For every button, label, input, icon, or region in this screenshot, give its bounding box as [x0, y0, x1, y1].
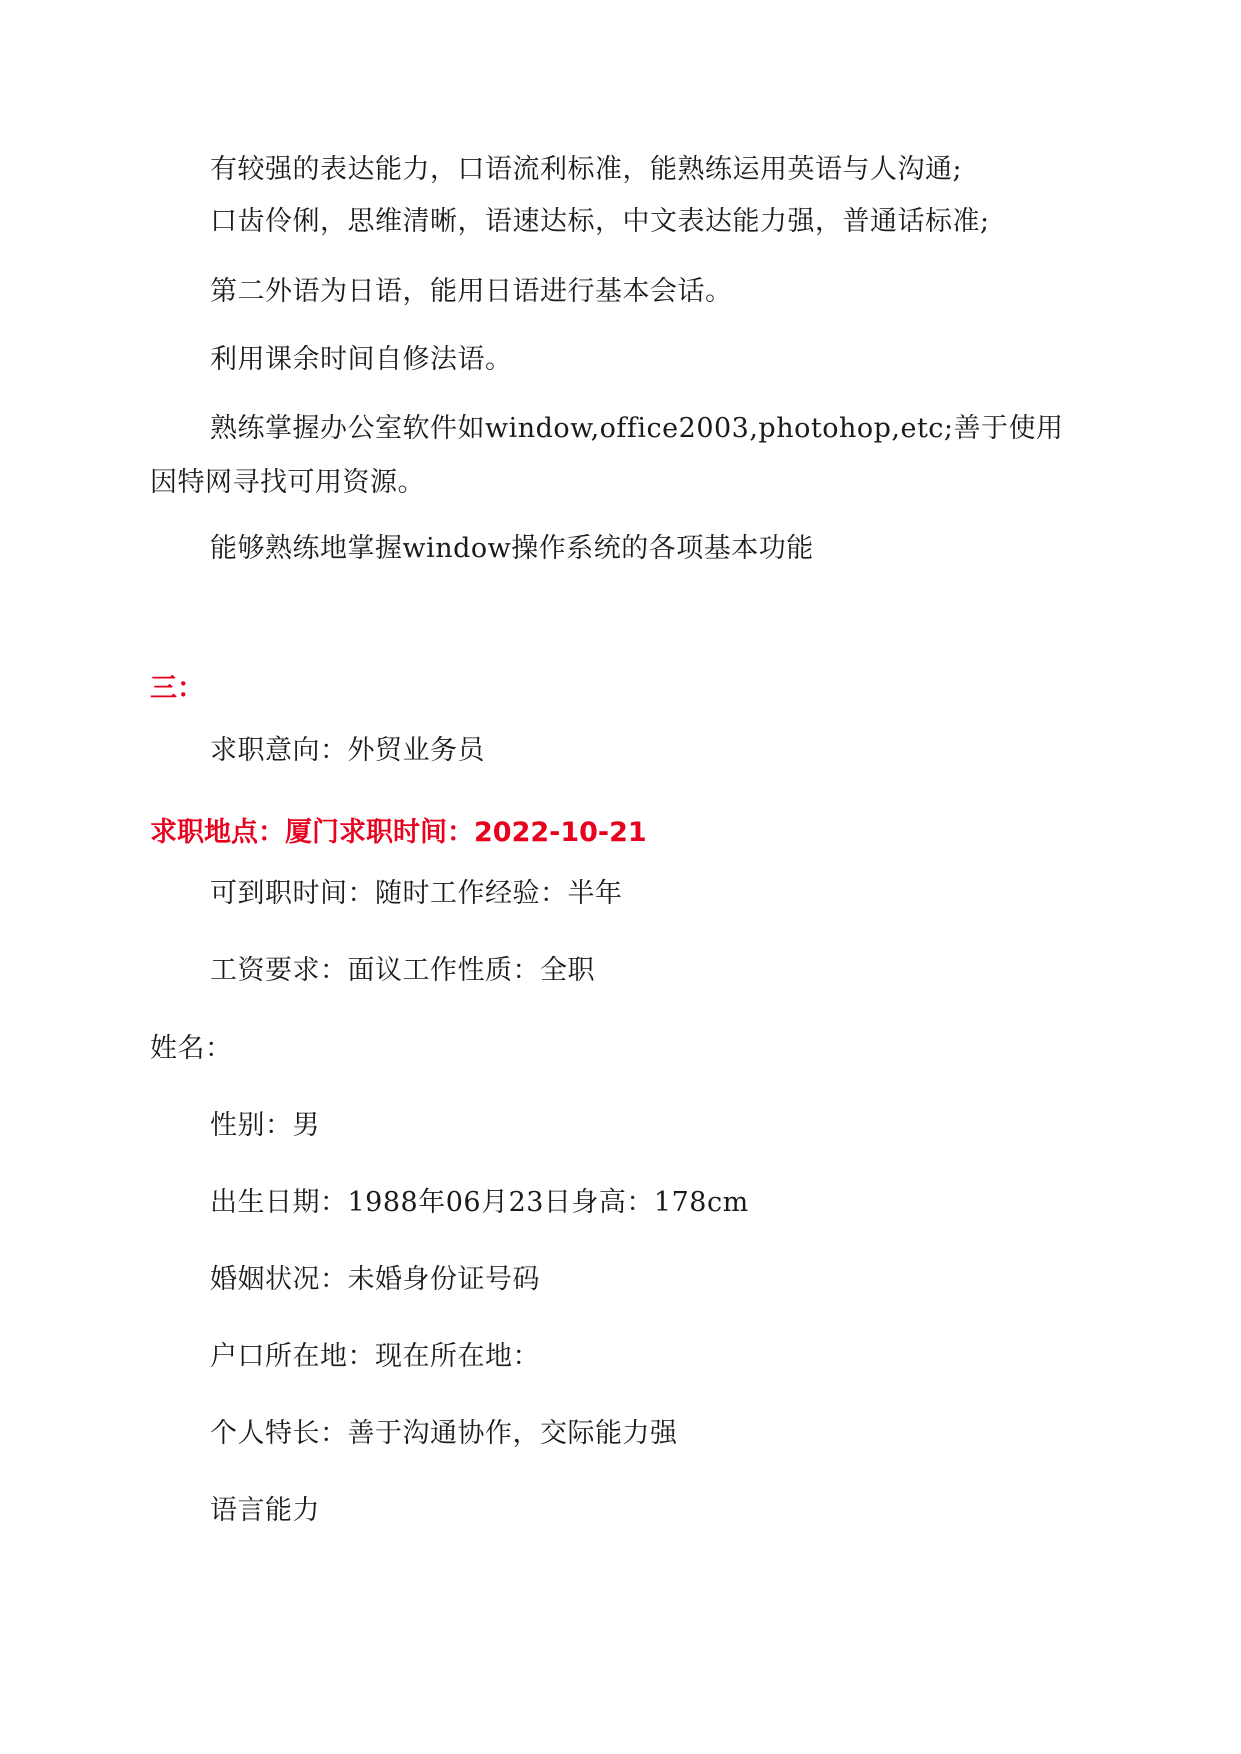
detail-available-time: 可到职时间：随时工作经验：半年 [210, 878, 623, 909]
detail-name: 姓名： [150, 1033, 233, 1064]
detail-specialty: 个人特长：善于沟通协作，交际能力强 [210, 1418, 678, 1449]
detail-salary: 工资要求：面议工作性质：全职 [210, 955, 595, 986]
paragraph-office-software: 熟练掌握办公室软件如window,office2003,photohop,etc;善于使用因特网寻找可用资源。 [150, 413, 1064, 498]
location-time-heading: 求职地点：厦门求职时间：2022-10-21 [150, 817, 647, 848]
job-intention: 求职意向：外贸业务员 [210, 735, 485, 766]
detail-language-ability: 语言能力 [210, 1495, 320, 1526]
paragraph-second-language: 第二外语为日语，能用日语进行基本会话。 [210, 276, 733, 307]
paragraph-expression-ability: 有较强的表达能力，口语流利标准，能熟练运用英语与人沟通; [210, 154, 963, 185]
detail-gender: 性别：男 [210, 1110, 320, 1141]
section-heading: 三： [150, 673, 204, 704]
detail-birth-height: 出生日期：1988年06月23日身高：178cm [210, 1187, 749, 1218]
detail-residence: 户口所在地：现在所在地： [210, 1341, 540, 1372]
paragraph-windows-skills: 能够熟练地掌握window操作系统的各项基本功能 [210, 533, 814, 564]
detail-marital-id: 婚姻状况：未婚身份证号码 [210, 1264, 540, 1295]
paragraph-french-study: 利用课余时间自修法语。 [210, 344, 513, 375]
paragraph-chinese-ability: 口齿伶俐，思维清晰，语速达标，中文表达能力强，普通话标准; [210, 206, 990, 237]
